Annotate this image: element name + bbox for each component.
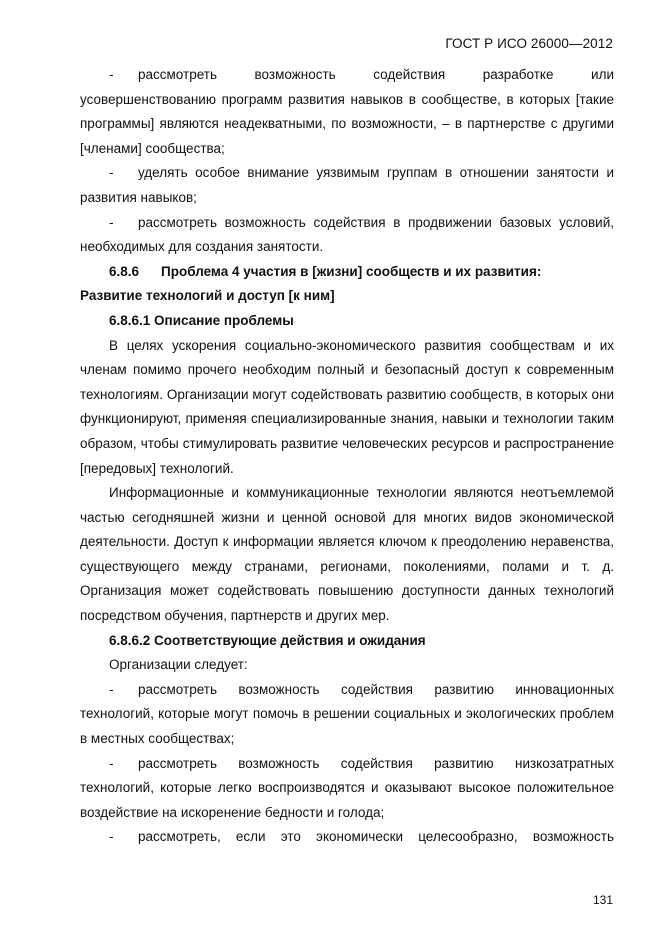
section-heading [80,260,614,285]
page-header-standard: ГОСТ Р ИСО 26000—2012 [445,36,613,51]
list-item [80,161,614,210]
list-item-text: рассмотреть возможность содействия развитию инновационных технологий, которые могут помочь в решении социальных и экологических проблем в местных сообществах; [80,681,614,747]
list-dash: - [109,67,114,82]
section-title-line2: Развитие технологий и доступ [к ним] [80,288,335,304]
list-item-text: рассмотреть, если это экономически целесообразно, возможность [138,829,614,845]
list-item [80,678,614,752]
list-item-text: рассмотреть возможность содействия в продвижении базовых условий, необходимых для создания занятости. [80,214,614,255]
list-item [80,825,614,850]
list-dash: - [109,214,114,230]
subheading-description: 6.8.6.1 Описание проблемы [109,312,294,328]
section-number: 6.8.6 [109,263,140,279]
list-item-text: уделять особое внимание уязвимым группам в отношении занятости и развития навыков; [80,165,614,205]
list-dash: - [109,755,114,771]
list-item-text: рассмотреть возможность содействия развитию низкозатратных технологий, которые легко воспроизводятся и оказывают высокое положительное воздействие на искоренение бедности и голода; [80,755,614,820]
subheading-actions: 6.8.6.2 Соответствующие действия и ожидания [109,632,426,648]
list-item [80,752,614,826]
list-dash: - [109,829,114,845]
paragraph: Информационные и коммуникационные технологии являются неотъемлемой частью сегодняшней жизни и ценной основой для многих видов экономической деятельности. Доступ к информации является ключом к преодолению неравенства, существующего между странами, регионами, поколениями, полами и т. д. Организация может содействовать повышению доступности данных технологий посредством обучения, партнерств и других мер. [80,485,614,624]
list-dash: - [109,681,114,697]
paragraph: В целях ускорения социально-экономического развития сообществам и их членам помимо прочего необходим полный и безопасный доступ к современным технологиям. Организации могут содействовать развитию сообществ, в которых они функционируют, применяя специализированные знания, навыки и технологии таким образом, чтобы стимулировать развитие человеческих ресурсов и распространение [передовых] технологий. [80,337,614,476]
list-item [80,63,614,161]
list-item [80,211,614,260]
intro-text: Организации следует: [109,657,248,673]
document-body [80,63,614,850]
list-item-text: рассмотреть возможность содействия разработке или усовершенствованию программ развития навыков в сообществе, в которых [такие программы] являются неадекватными, по возможности, – в партнерстве с другими [членами] сообщества; [80,67,614,156]
list-dash: - [109,165,114,181]
section-title-line1: Проблема 4 участия в [жизни] сообществ и их развития: [161,263,542,279]
page-number: 131 [592,893,613,907]
